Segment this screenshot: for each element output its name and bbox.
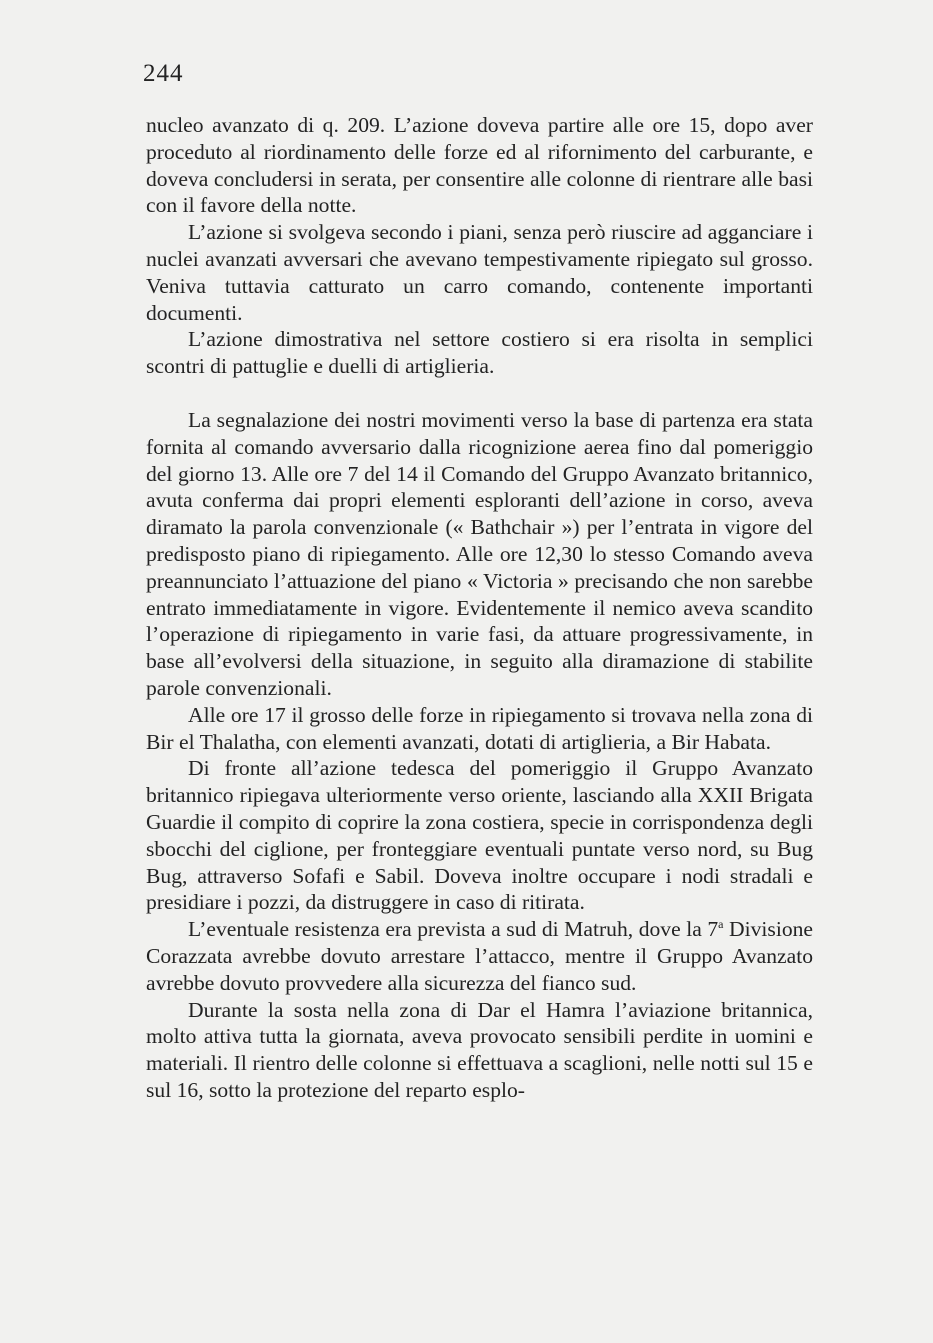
paragraph-7-text-before: L’eventuale resistenza era prevista a sud di Matruh, dove la 7 — [188, 917, 719, 942]
paragraph-7 — [146, 916, 813, 996]
ordinal-superscript: a — [718, 916, 724, 931]
paragraph-6: Di fronte all’azione tedesca del pomeriggio il Gruppo Avanzato britannico ripiegava ulteriormente verso oriente, lasciando alla XXII Brigata Guardie il compito di coprire la zona costiera, specie in corrispondenza degli sbocchi del ciglione, per fronteggiare eventuali puntate verso nord, su Bug Bug, attraverso Sofafi e Sabil. Doveva inoltre occupare i nodi stradali e presidiare i pozzi, da distruggere in caso di ritirata. — [146, 756, 813, 915]
paragraph-2: L’azione si svolgeva secondo i piani, senza però riuscire ad agganciare i nuclei avanzati avversari che avevano tempestivamente ripiegato sul grosso. Veniva tuttavia catturato un carro comando, contenente importanti documenti. — [146, 220, 813, 325]
paragraph-4: La segnalazione dei nostri movimenti verso la base di partenza era stata fornita al comando avversario dalla ricognizione aerea fino dal pomeriggio del giorno 13. Alle ore 7 del 14 il Comando del Gruppo Avanzato britannico, avuta conferma dai propri elementi esploranti dell’azione in corso, aveva diramato la parola convenzionale (« Bathchair ») per l’entrata in vigore del predisposto piano di ripiegamento. Alle ore 12,30 lo stesso Comando aveva preannunciato l’attuazione del piano « Victoria » precisando che non sarebbe entrato immediatamente in vigore. Evidentemente il nemico aveva scandito l’operazione di ripiegamento in varie fasi, da attuare progressivamente, in base all’evolversi della situazione, in seguito alla diramazione di stabilite parole convenzionali. — [146, 407, 813, 700]
paragraph-3: L’azione dimostrativa nel settore costiero si era risolta in semplici scontri di pattuglie e duelli di artiglieria. — [146, 327, 813, 379]
body-text — [146, 112, 813, 1104]
paragraph-1: nucleo avanzato di q. 209. L’azione doveva partire alle ore 15, dopo aver proceduto al riordinamento delle forze ed al rifornimento del carburante, e doveva concludersi in serata, per consentire alle colonne di rientrare alle basi con il favore della notte. — [146, 113, 813, 218]
page-number: 244 — [143, 60, 184, 87]
paragraph-8: Durante la sosta nella zona di Dar el Hamra l’aviazione britannica, molto attiva tutta la giornata, aveva provocato sensibili perdite in uomini e materiali. Il rientro delle colonne si effettuava a scaglioni, nelle notti sul 15 e sul 16, sotto la protezione del reparto esplo- — [146, 997, 813, 1102]
paragraph-5: Alle ore 17 il grosso delle forze in ripiegamento si trovava nella zona di Bir el Thalatha, con elementi avanzati, dotati di artiglieria, a Bir Habata. — [146, 702, 813, 754]
paragraph-7-text-after: Divisione Corazzata avrebbe dovuto arrestare l’attacco, mentre il Gruppo Avanzato avrebbe dovuto provvedere alla sicurezza del fianco sud. — [146, 917, 814, 995]
